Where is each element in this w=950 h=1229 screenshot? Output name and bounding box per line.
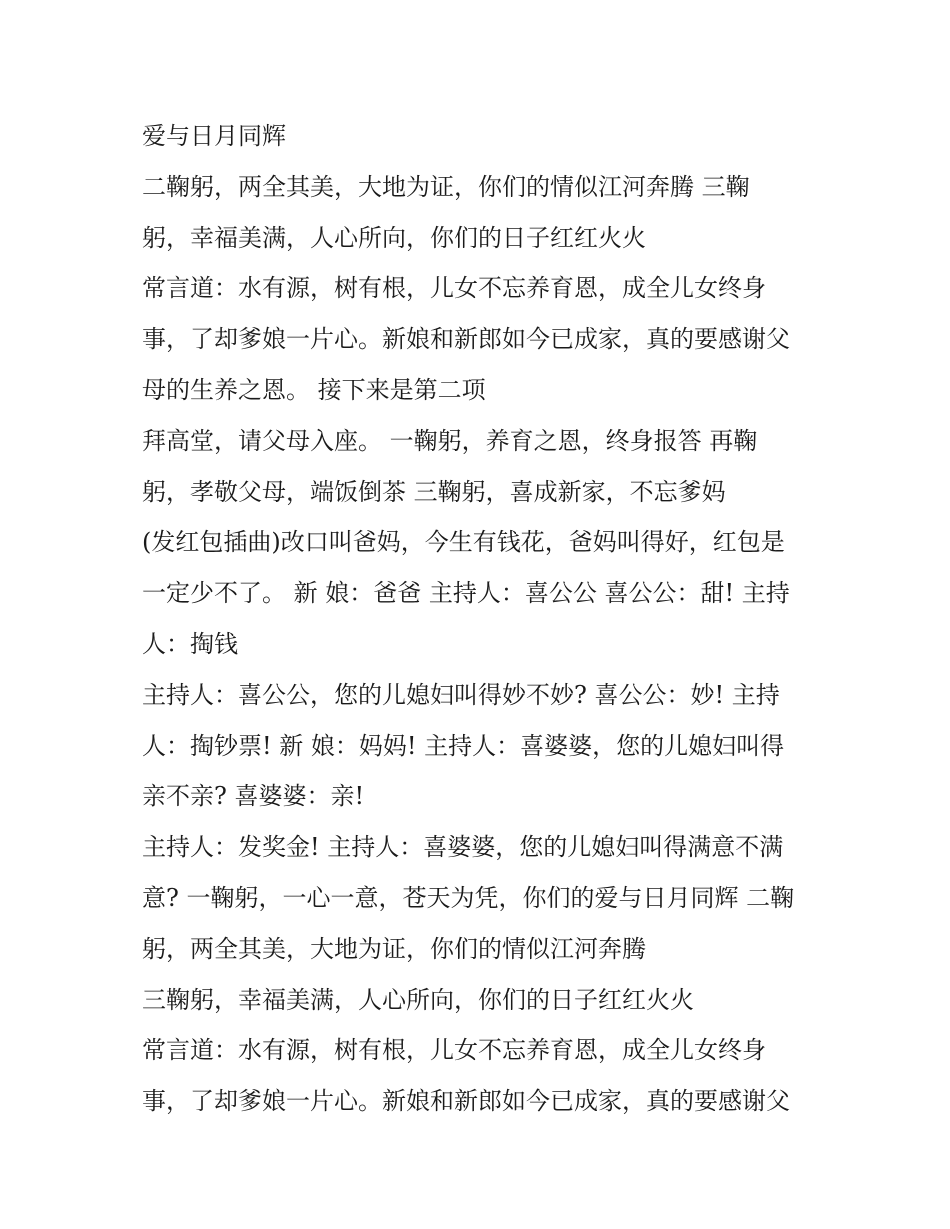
text-line: 拜高堂，请父母入座。 一鞠躬，养育之恩，终身报答 再鞠 <box>142 426 758 455</box>
text-line: 亲不亲? 喜婆婆：亲! <box>142 782 365 811</box>
text-line: 事，了却爹娘一片心。新娘和新郎如今已成家，真的要感谢父 <box>142 325 790 354</box>
text-line: 一定少不了。 新 娘：爸爸 主持人：喜公公 喜公公：甜! 主持 <box>142 579 790 608</box>
document-body <box>142 111 822 1127</box>
text-line: 意? 一鞠躬，一心一意，苍天为凭，你们的爱与日月同辉 二鞠 <box>142 883 795 912</box>
text-line: 主持人：发奖金! 主持人：喜婆婆，您的儿媳妇叫得满意不满 <box>142 833 784 862</box>
text-line: 事，了却爹娘一片心。新娘和新郎如今已成家，真的要感谢父 <box>142 1087 790 1116</box>
text-line: 常言道：水有源，树有根，儿女不忘养育恩，成全儿女终身 <box>142 1036 766 1065</box>
text-line: 人：掏钞票! 新 娘：妈妈! 主持人：喜婆婆，您的儿媳妇叫得 <box>142 731 785 760</box>
text-line: 躬，孝敬父母，端饭倒茶 三鞠躬，喜成新家，不忘爹妈 <box>142 477 726 506</box>
text-line: 人：掏钱 <box>142 629 238 658</box>
text-line: 躬，幸福美满，人心所向，你们的日子红红火火 <box>142 223 646 252</box>
text-line: 三鞠躬，幸福美满，人心所向，你们的日子红红火火 <box>142 985 694 1014</box>
text-line: 二鞠躬，两全其美，大地为证，你们的情似江河奔腾 三鞠 <box>142 172 750 201</box>
text-line: 爱与日月同辉 <box>142 122 286 150</box>
text-line: (发红包插曲)改口叫爸妈，今生有钱花，爸妈叫得好，红包是 <box>142 528 785 557</box>
text-line: 母的生养之恩。 接下来是第二项 <box>142 375 486 404</box>
text-line: 主持人：喜公公，您的儿媳妇叫得妙不妙? 喜公公：妙! 主持 <box>142 680 780 709</box>
text-line: 躬，两全其美，大地为证，你们的情似江河奔腾 <box>142 934 646 963</box>
text-line: 常言道：水有源，树有根，儿女不忘养育恩，成全儿女终身 <box>142 274 766 303</box>
